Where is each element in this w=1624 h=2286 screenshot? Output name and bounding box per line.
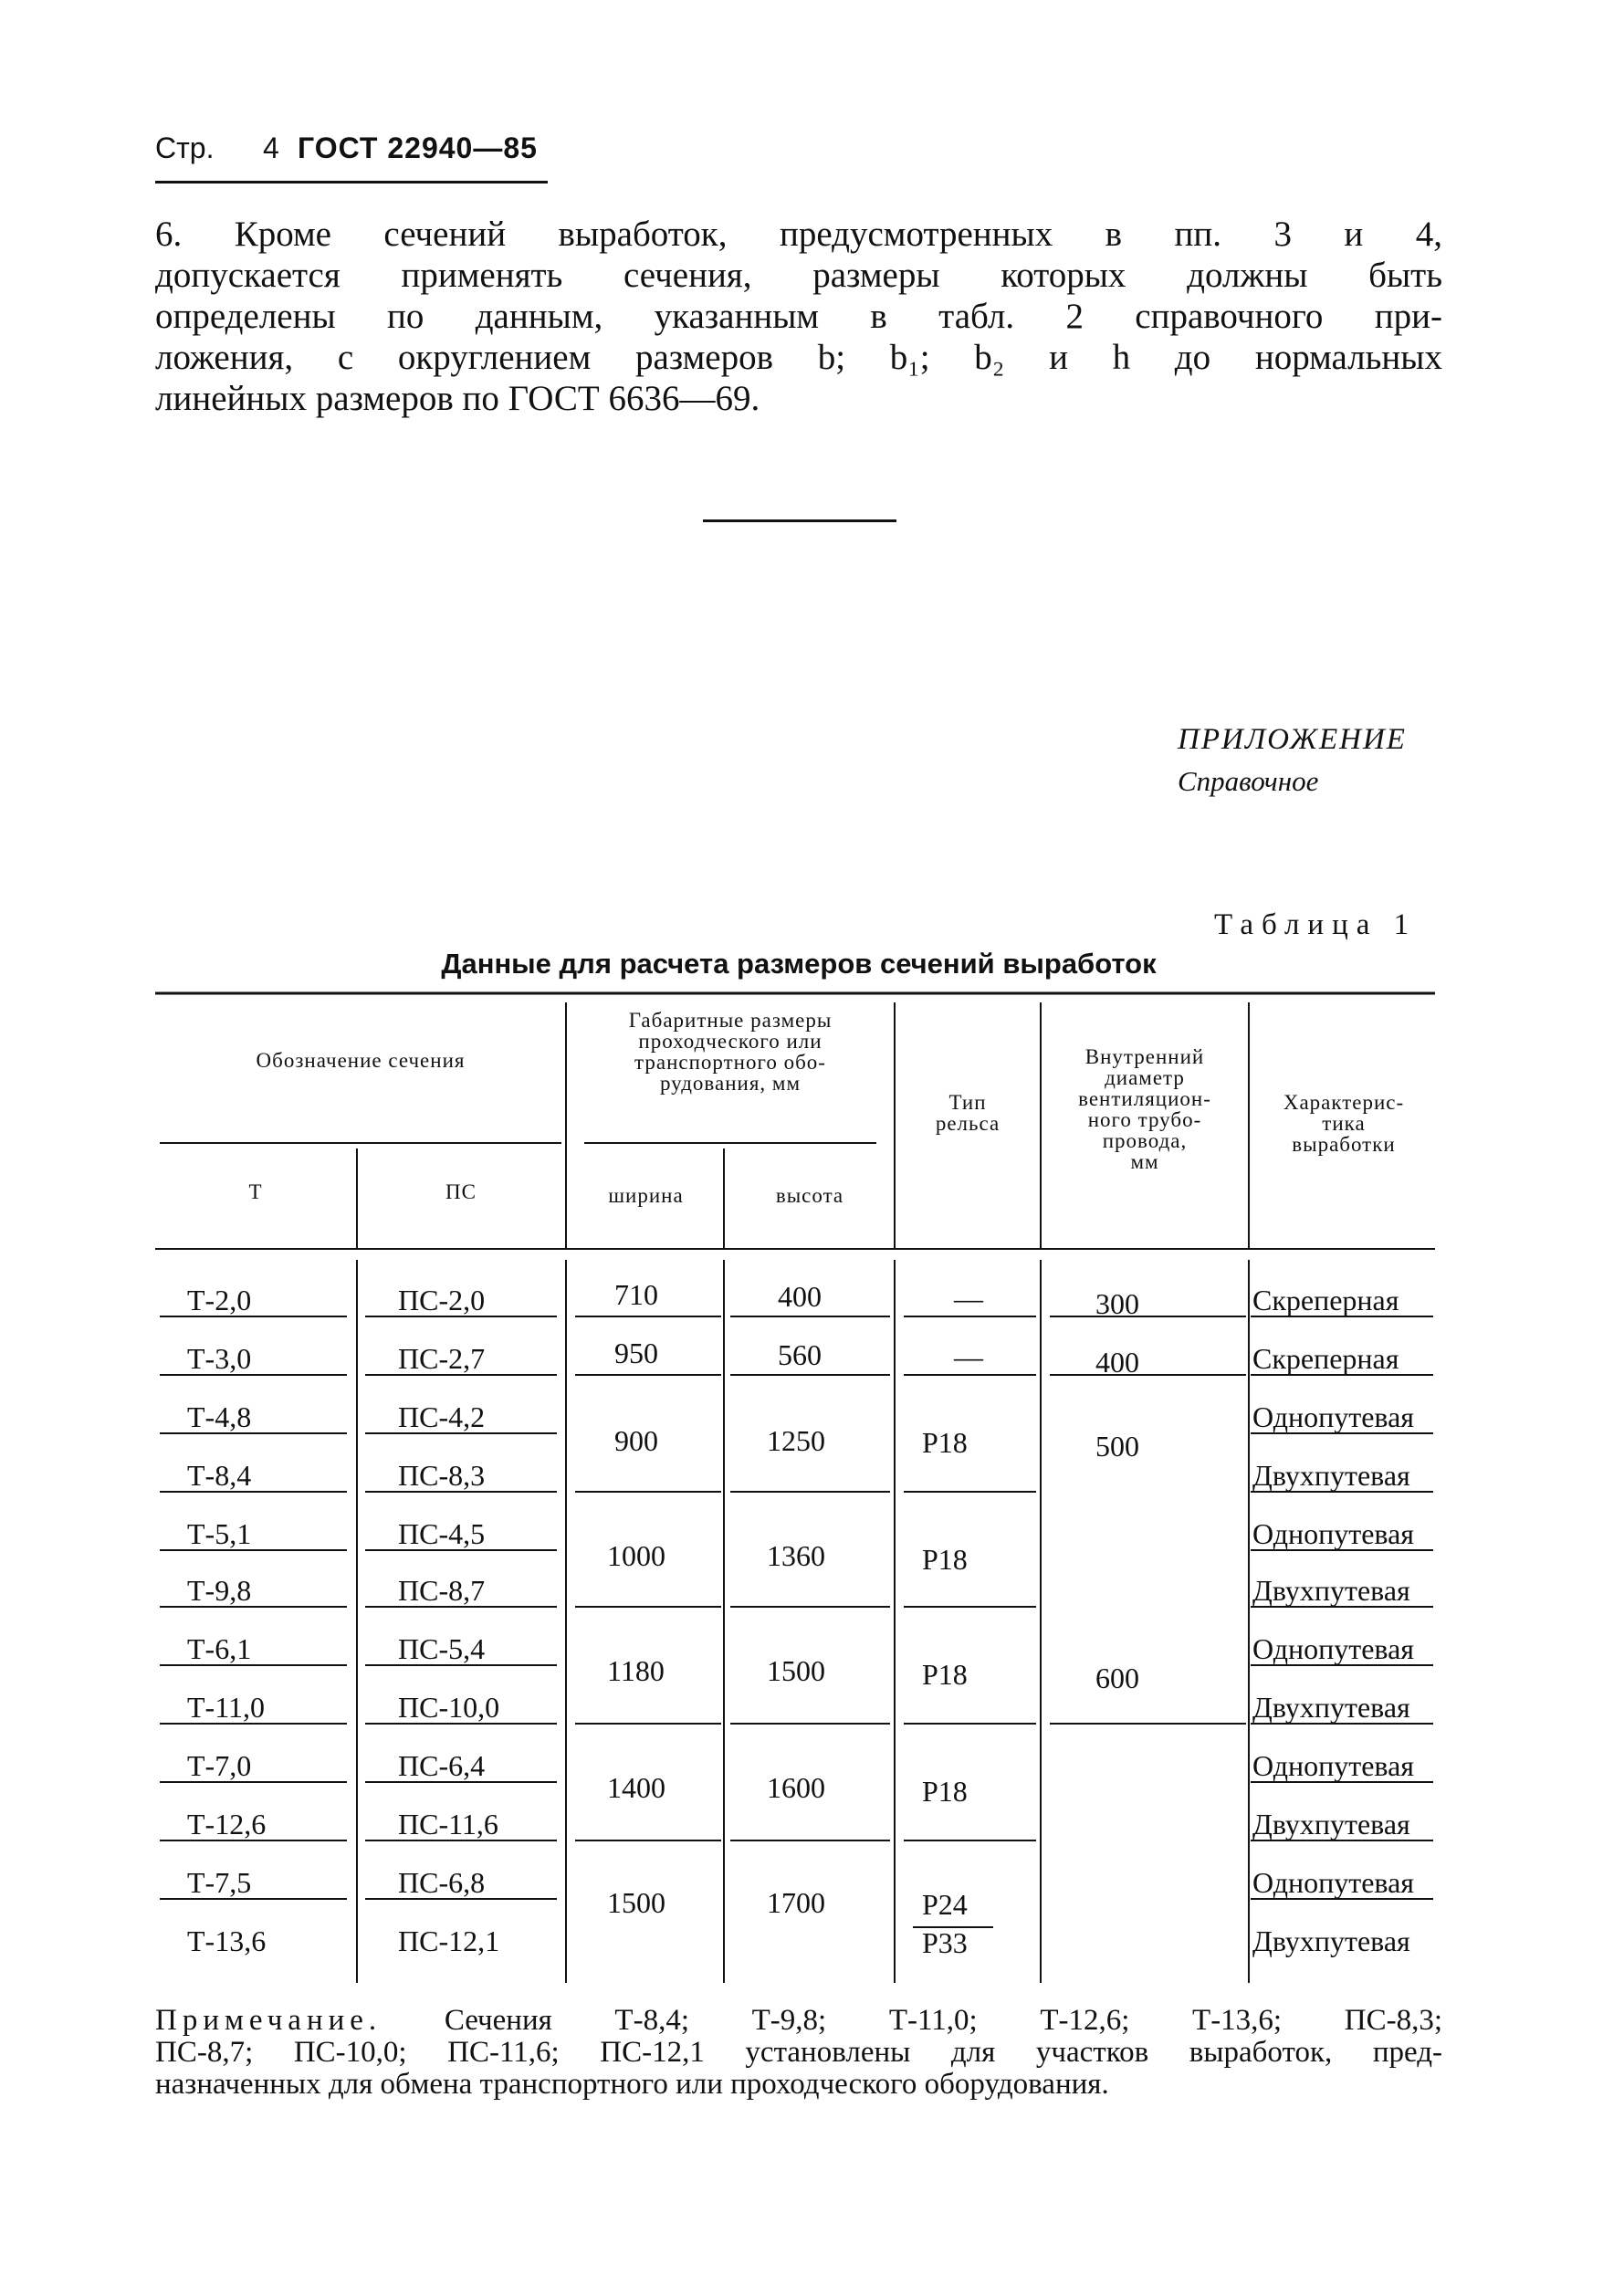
row-4-ps: ПС-8,3 — [398, 1459, 486, 1492]
width-1180: 1180 — [607, 1654, 665, 1687]
height-1500: 1500 — [767, 1654, 825, 1687]
height-1700: 1700 — [767, 1886, 825, 1919]
row-9-char: Однопутевая — [1252, 1749, 1415, 1782]
row-6-t: Т-9,8 — [187, 1574, 252, 1607]
width-1400: 1400 — [607, 1771, 665, 1804]
width-950: 950 — [614, 1337, 658, 1369]
page-number: 4 — [263, 131, 279, 164]
note-line: назначенных для обмена транспортного или проходческого оборудования. — [155, 2068, 1109, 2101]
height-1360: 1360 — [767, 1539, 825, 1572]
row-8-char: Двухпутевая — [1252, 1691, 1410, 1724]
diameter-300: 300 — [1095, 1287, 1139, 1320]
header-diameter — [1043, 1046, 1246, 1172]
row-1-ps: ПС-2,0 — [398, 1284, 486, 1316]
appendix-title: ПРИЛОЖЕНИЕ — [1178, 723, 1407, 756]
width-900: 900 — [614, 1424, 658, 1457]
paragraph-line: 6. Кроме сечений выработок, предусмотренных в пп. 3 и 4, — [155, 215, 1442, 254]
paragraph-line: определены по данным, указанным в табл. 2 справочного при- — [155, 297, 1442, 336]
height-400: 400 — [778, 1280, 822, 1313]
width-1500: 1500 — [607, 1886, 665, 1919]
diameter-500: 500 — [1095, 1430, 1139, 1463]
rail-p33: Р33 — [922, 1926, 968, 1959]
row-2-t: Т-3,0 — [187, 1342, 252, 1375]
width-710: 710 — [614, 1278, 658, 1311]
height-560: 560 — [778, 1338, 822, 1371]
row-12-ps: ПС-12,1 — [398, 1924, 500, 1957]
row-7-ps: ПС-5,4 — [398, 1632, 486, 1665]
paragraph-line: допускается применять сечения, размеры которых должны быть — [155, 256, 1442, 295]
row-4-char: Двухпутевая — [1252, 1459, 1410, 1492]
row-4-t: Т-8,4 — [187, 1459, 252, 1492]
row-5-t: Т-5,1 — [187, 1517, 252, 1550]
header-height: высота — [775, 1184, 844, 1207]
header-dimensions-line: проходческого или — [638, 1030, 822, 1053]
row-10-t: Т-12,6 — [187, 1808, 267, 1840]
table-title: Данные для расчета размеров сечений выработок — [441, 948, 1157, 980]
rail-p18-3: Р18 — [922, 1658, 968, 1691]
header-rail-line: Тип — [948, 1091, 987, 1114]
header-characteristic-line: Характерис- — [1283, 1091, 1405, 1114]
width-1000: 1000 — [607, 1539, 665, 1572]
row-2-ps: ПС-2,7 — [398, 1342, 486, 1375]
row-3-ps: ПС-4,2 — [398, 1400, 486, 1433]
appendix-subtitle: Справочное — [1178, 765, 1319, 797]
header-dimensions-line: транспортного обо- — [634, 1051, 826, 1074]
row-12-char: Двухпутевая — [1252, 1924, 1410, 1957]
row-1-char: Скреперная — [1252, 1284, 1399, 1316]
row-6-char: Двухпутевая — [1252, 1574, 1410, 1607]
header-rail — [899, 1092, 1036, 1134]
header-rail-line: рельса — [935, 1112, 1001, 1135]
header-diameter-line: мм — [1130, 1150, 1159, 1173]
note-line: ПС-8,7; ПС-10,0; ПС-11,6; ПС-12,1 установлены для участков выработок, пред- — [155, 2036, 1442, 2069]
diameter-600: 600 — [1095, 1662, 1139, 1694]
row-7-t: Т-6,1 — [187, 1632, 252, 1665]
row-11-ps: ПС-6,8 — [398, 1866, 486, 1899]
header-t: Т — [248, 1180, 263, 1203]
row-5-ps: ПС-4,5 — [398, 1517, 486, 1550]
row-5-char: Однопутевая — [1252, 1517, 1415, 1550]
row-10-ps: ПС-11,6 — [398, 1808, 498, 1840]
table-label: Таблица 1 — [1214, 908, 1418, 941]
diameter-400: 400 — [1095, 1346, 1139, 1379]
header-designation: Обозначение сечения — [256, 1049, 466, 1072]
row-8-ps: ПС-10,0 — [398, 1691, 500, 1724]
note-text: Сечения Т-8,4; Т-9,8; Т-11,0; Т-12,6; Т-13,6; ПС-8,3; — [444, 2004, 1442, 2037]
header-diameter-line: ного трубо- — [1087, 1108, 1202, 1131]
header-width: ширина — [608, 1184, 684, 1207]
row-9-t: Т-7,0 — [187, 1749, 252, 1782]
header-diameter-line: Внутренний — [1084, 1045, 1205, 1068]
note-line — [155, 2005, 1442, 2037]
row-11-char: Однопутевая — [1252, 1866, 1415, 1899]
rail-p18-2: Р18 — [922, 1543, 968, 1576]
header-dimensions-line: рудования, мм — [659, 1072, 802, 1095]
row-6-ps: ПС-8,7 — [398, 1574, 486, 1607]
table-note — [155, 2005, 1442, 2101]
header-characteristic-line: выработки — [1292, 1133, 1396, 1156]
header-ps: ПС — [445, 1180, 477, 1203]
rail-dash-2: — — [954, 1340, 983, 1373]
rail-p18-4: Р18 — [922, 1775, 968, 1808]
header-diameter-line: провода, — [1102, 1129, 1188, 1152]
row-2-char: Скреперная — [1252, 1342, 1399, 1375]
row-rules — [160, 1316, 1433, 1927]
paragraph-line: линейных размеров по ГОСТ 6636—69. — [155, 379, 760, 418]
header-dimensions — [571, 1010, 890, 1094]
page-prefix: Стр. — [155, 131, 215, 164]
header-diameter-line: диаметр — [1105, 1066, 1185, 1089]
row-3-t: Т-4,8 — [187, 1400, 252, 1433]
height-1250: 1250 — [767, 1424, 825, 1457]
row-7-char: Однопутевая — [1252, 1632, 1415, 1665]
header-characteristic — [1252, 1092, 1435, 1155]
row-9-ps: ПС-6,4 — [398, 1749, 486, 1782]
standard-title: ГОСТ 22940—85 — [298, 131, 538, 164]
row-3-char: Однопутевая — [1252, 1400, 1415, 1433]
rail-p24: Р24 — [922, 1888, 968, 1921]
row-11-t: Т-7,5 — [187, 1866, 252, 1899]
header-dimensions-line: Габаритные размеры — [628, 1009, 833, 1032]
row-1-t: Т-2,0 — [187, 1284, 252, 1316]
row-8-t: Т-11,0 — [187, 1691, 266, 1724]
note-label: Примечание. — [155, 2004, 382, 2037]
row-12-t: Т-13,6 — [187, 1924, 267, 1957]
row-10-char: Двухпутевая — [1252, 1808, 1410, 1840]
paragraph-line: ложения, с округлением размеров b; b₁; b₂ и h до нормальных — [155, 338, 1442, 377]
header-characteristic-line: тика — [1322, 1112, 1366, 1135]
height-1600: 1600 — [767, 1771, 825, 1804]
rail-p18-1: Р18 — [922, 1426, 968, 1459]
header-diameter-line: вентиляцион- — [1078, 1087, 1211, 1110]
rail-dash-1: — — [954, 1282, 983, 1315]
